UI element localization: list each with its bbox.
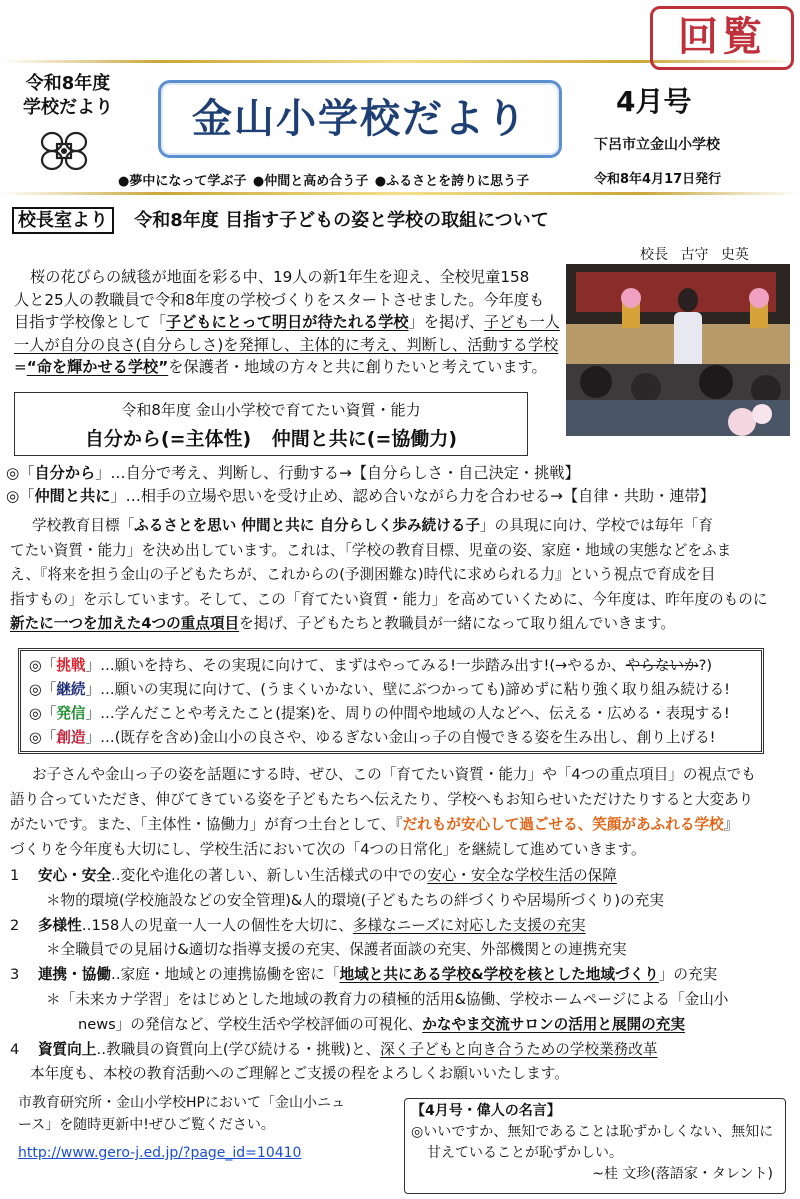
- intro-paragraph: [14, 266, 564, 379]
- vision-tagline: “命を輝かせる学校”: [26, 358, 169, 376]
- hp-notice: [8, 1092, 402, 1168]
- four-focus-items: 新たに一つを加えた4つの重点項目: [10, 615, 240, 632]
- goal-paragraph: [10, 514, 796, 637]
- quote-box: [404, 1098, 786, 1194]
- focus-item-challenge: [29, 655, 712, 677]
- text: ◎「: [29, 657, 57, 674]
- text: news」の発信など、学校生活や学校評価の可視化、: [78, 1015, 423, 1033]
- text: を掲げ、子どもたちと教職員が一緒になって取り組んでいきます。: [239, 615, 676, 632]
- circulation-stamp: 回覧: [650, 6, 794, 70]
- quote-line-1: ◎いいですか、無知であることは恥ずかしくない、無知に: [411, 1124, 774, 1140]
- goal-line-5: [10, 612, 796, 637]
- text: 安心・安全な学校生活の保障: [427, 867, 617, 884]
- section-heading: [12, 206, 549, 232]
- number: 1: [10, 867, 24, 884]
- goal-line-3: え、『将来を担う金山の子どもたちが、これからの(予測困難な)時代に求められる力』という視点で育成を目: [10, 566, 716, 583]
- keyword: 創造: [56, 729, 86, 746]
- daily-item-2-detail: ＊全職員での見届け&適切な指導支援の充実、保護者面談の充実、外部機関との連携充実: [46, 941, 627, 959]
- masthead: [158, 80, 562, 158]
- keyword: 発信: [56, 705, 86, 722]
- number: 3: [10, 966, 24, 984]
- text: 地域と共にある学校&学校を核とした地域づくり: [339, 966, 659, 984]
- publish-date: 令和8年4月17日発行: [594, 172, 722, 187]
- text: がたいです。また、「主体性・協働力」が育つ土台として、『: [10, 816, 403, 833]
- text: 」の充実: [658, 966, 718, 984]
- definitions: [6, 462, 796, 507]
- text: 」…願いの実現に向けて、(うまくいかない、壁にぶつかっても)諦めずに粘り強く取り組み続ける!: [85, 681, 731, 698]
- keyword: 継続: [56, 681, 86, 698]
- text: ◎「: [29, 729, 57, 746]
- item-title: 資質向上: [37, 1040, 97, 1058]
- safe-school-phrase: だれもが安心して過ごせる、笑顔があふれる学校: [402, 816, 724, 833]
- intro-line-1: 桜の花びらの絨毯が地面を彩る中、19人の新1年生を迎え、全校児童158: [30, 268, 530, 286]
- text: 」…相手の立場や思いを受け止め、認め合いながら力を合わせる→【自律・共助・連帯】: [110, 486, 715, 505]
- quote-author: ~桂 文珍(落語家・タレント): [592, 1166, 773, 1182]
- term: 仲間と共に: [34, 486, 111, 505]
- qualities-box: [14, 392, 528, 456]
- request-paragraph: [10, 762, 796, 862]
- qualities-items: 自分から(=主体性) 仲間と共に(=協働力): [84, 428, 458, 450]
- intro-line-2: 人と25人の教職員で令和8年度の学校づくりをスタートさせました。今年度も: [14, 290, 545, 309]
- school-vision: 子どもにとって明日が待たれる学校: [165, 313, 409, 331]
- daily-item-4: [10, 1038, 796, 1063]
- text: 」を掲げ、: [408, 313, 484, 331]
- daily-item-3-detail: ＊「未来カナ学習」をはじめとした地域の教育力の積極的活用&協働、学校ホームページによる「金山小: [46, 990, 729, 1008]
- item-title: 連携・協働: [37, 966, 111, 984]
- goal-line-2: てたい資質・能力」を決め出しています。これは、「学校の教育目標、児童の姿、家庭・地域の実態などをふま: [10, 541, 732, 559]
- intro-line-4: 一人が自分の良さ(自分らしさ)を発揮し、主体的に考え、判断し、活動する学校: [14, 335, 559, 354]
- education-goal: ふるさとを思い 仲間と共に 自分らしく歩み続ける子: [134, 517, 480, 534]
- focus-item-send: [29, 703, 730, 725]
- daily-item-2: [10, 914, 796, 939]
- request-line-4: づくりを今年度も大切にし、学校生活において次の「4つの日常化」を継続して進めていきます。: [10, 841, 646, 858]
- year-label: [20, 72, 116, 120]
- request-line-1: お子さんや金山っ子の姿を話題にする時、ぜひ、この「育てたい資質・能力」や「4つの重点項目」の視点でも: [32, 766, 756, 783]
- text: =: [14, 358, 27, 376]
- masthead-title: 金山小学校だより: [192, 96, 528, 142]
- text: 学校教育目標「: [32, 517, 135, 534]
- number: 4: [10, 1040, 24, 1058]
- text: 」…自分で考え、判断し、行動する→【自分らしさ・自己決定・挑戦】: [95, 464, 580, 482]
- text: かなやま交流サロンの活用と展開の充実: [422, 1015, 685, 1033]
- daily-item-3: [10, 963, 796, 988]
- definition-nakama: [6, 485, 796, 508]
- homepage-link[interactable]: http://www.gero-j.ed.jp/?page_id=10410: [18, 1145, 302, 1161]
- text: ‥家庭・地域との連携協働を密に「: [110, 966, 340, 984]
- text: ‥変化や進化の著しい、新しい生活様式の中での: [110, 867, 428, 884]
- focus-items-box: [18, 648, 764, 754]
- text: 』: [723, 816, 739, 833]
- text: ◎「: [29, 705, 57, 722]
- item-title: 多様性: [37, 916, 82, 934]
- author: 校長 古守 史英: [640, 247, 749, 263]
- text: 」…願いを持ち、その実現に向けて、まずはやってみる!一歩踏み出す!(→やるか、: [85, 657, 626, 674]
- text: ?): [698, 657, 713, 674]
- item-title: 安心・安全: [37, 867, 111, 884]
- text: 深く子どもと向き合うための学校業務改革: [380, 1040, 658, 1058]
- term: 自分から: [34, 464, 96, 482]
- text: 子ども一人: [483, 313, 560, 331]
- text: ◎「: [29, 681, 57, 698]
- keyword: 挑戦: [56, 657, 86, 674]
- text: 」…(既存を含め)金山小の良さや、ゆるぎない金山っ子の自慢できる姿を生み出し、創り上げる!: [85, 729, 716, 746]
- gold-rule-bottom: [0, 192, 800, 195]
- focus-item-continue: [29, 679, 730, 701]
- text: 」の具現に向け、学校では毎年「育: [480, 517, 713, 534]
- ceremony-photo: [566, 264, 790, 436]
- text: ◎「: [6, 464, 35, 482]
- school-name: 下呂市立金山小学校: [594, 137, 720, 153]
- notice-line-1: 市教育研究所・金山小学校HPにおいて「金山小ニュ: [18, 1095, 345, 1111]
- year-line: 令和8年度: [25, 73, 111, 94]
- goal-line-1: [10, 514, 796, 539]
- section-tag: 校長室より: [12, 207, 114, 234]
- quote-line-2: 甘えていることが恥ずかしい。: [427, 1145, 623, 1161]
- daily-item-3-detail-2: [10, 1013, 796, 1038]
- text: を保護者・地域の方々と共に創りたいと考えています。: [168, 358, 547, 376]
- request-line-3: [10, 812, 796, 837]
- school-crest-icon: [34, 128, 94, 174]
- focus-item-create: [29, 727, 715, 749]
- definition-jibunkara: [6, 462, 796, 485]
- number: 2: [10, 916, 24, 934]
- quote-title: 【4月号・偉人の名言】: [411, 1103, 561, 1119]
- closing-line: 本年度も、本校の教育活動へのご理解とご支援の程をよろしくお願いいたします。: [30, 1065, 569, 1083]
- text: ‥158人の児童一人一人の個性を大切に、: [81, 916, 353, 934]
- qualities-title: 令和8年度 金山小学校で育てたい資質・能力: [121, 401, 421, 419]
- section-title: 令和8年度 目指す子どもの姿と学校の取組について: [134, 210, 549, 231]
- text: 多様なニーズに対応した支援の充実: [352, 916, 586, 934]
- newsletter-line: 学校だより: [23, 97, 113, 118]
- intro-line-3: [14, 311, 564, 334]
- school-motto: ●夢中になって学ぶ子 ●仲間と高め合う子 ●ふるさとを誇りに思う子: [118, 174, 530, 189]
- text: ◎「: [6, 486, 35, 505]
- strikethrough-text: やらないか: [625, 657, 699, 674]
- text: ‥教職員の資質向上(学び続ける・挑戦)と、: [96, 1040, 381, 1058]
- issue-label: 4月号: [616, 85, 692, 118]
- goal-line-4: 指すもの」を示しています。そして、この「育てたい資質・能力」を高めていくために、今年度は、昨年度のものに: [10, 590, 768, 608]
- notice-line-2: ース」を随時更新中!ぜひご覧ください。: [18, 1117, 275, 1133]
- text: 」…学んだことや考えたこと(提案)を、周りの仲間や地域の人などへ、伝える・広める・表現する!: [85, 705, 730, 722]
- request-line-2: 語り合っていただき、伸びてきている姿を子どもたちへ伝えたり、学校へもお知らせいただけたりすると大変あり: [10, 791, 754, 808]
- daily-item-1-detail: ＊物的環境(学校施設などの安全管理)&人的環境(子どもたちの絆づくりや居場所づくり)の充実: [46, 891, 664, 909]
- intro-line-5: [14, 356, 564, 379]
- text: 目指す学校像として「: [14, 313, 166, 331]
- daily-list: [10, 864, 796, 1087]
- daily-item-1: [10, 864, 796, 889]
